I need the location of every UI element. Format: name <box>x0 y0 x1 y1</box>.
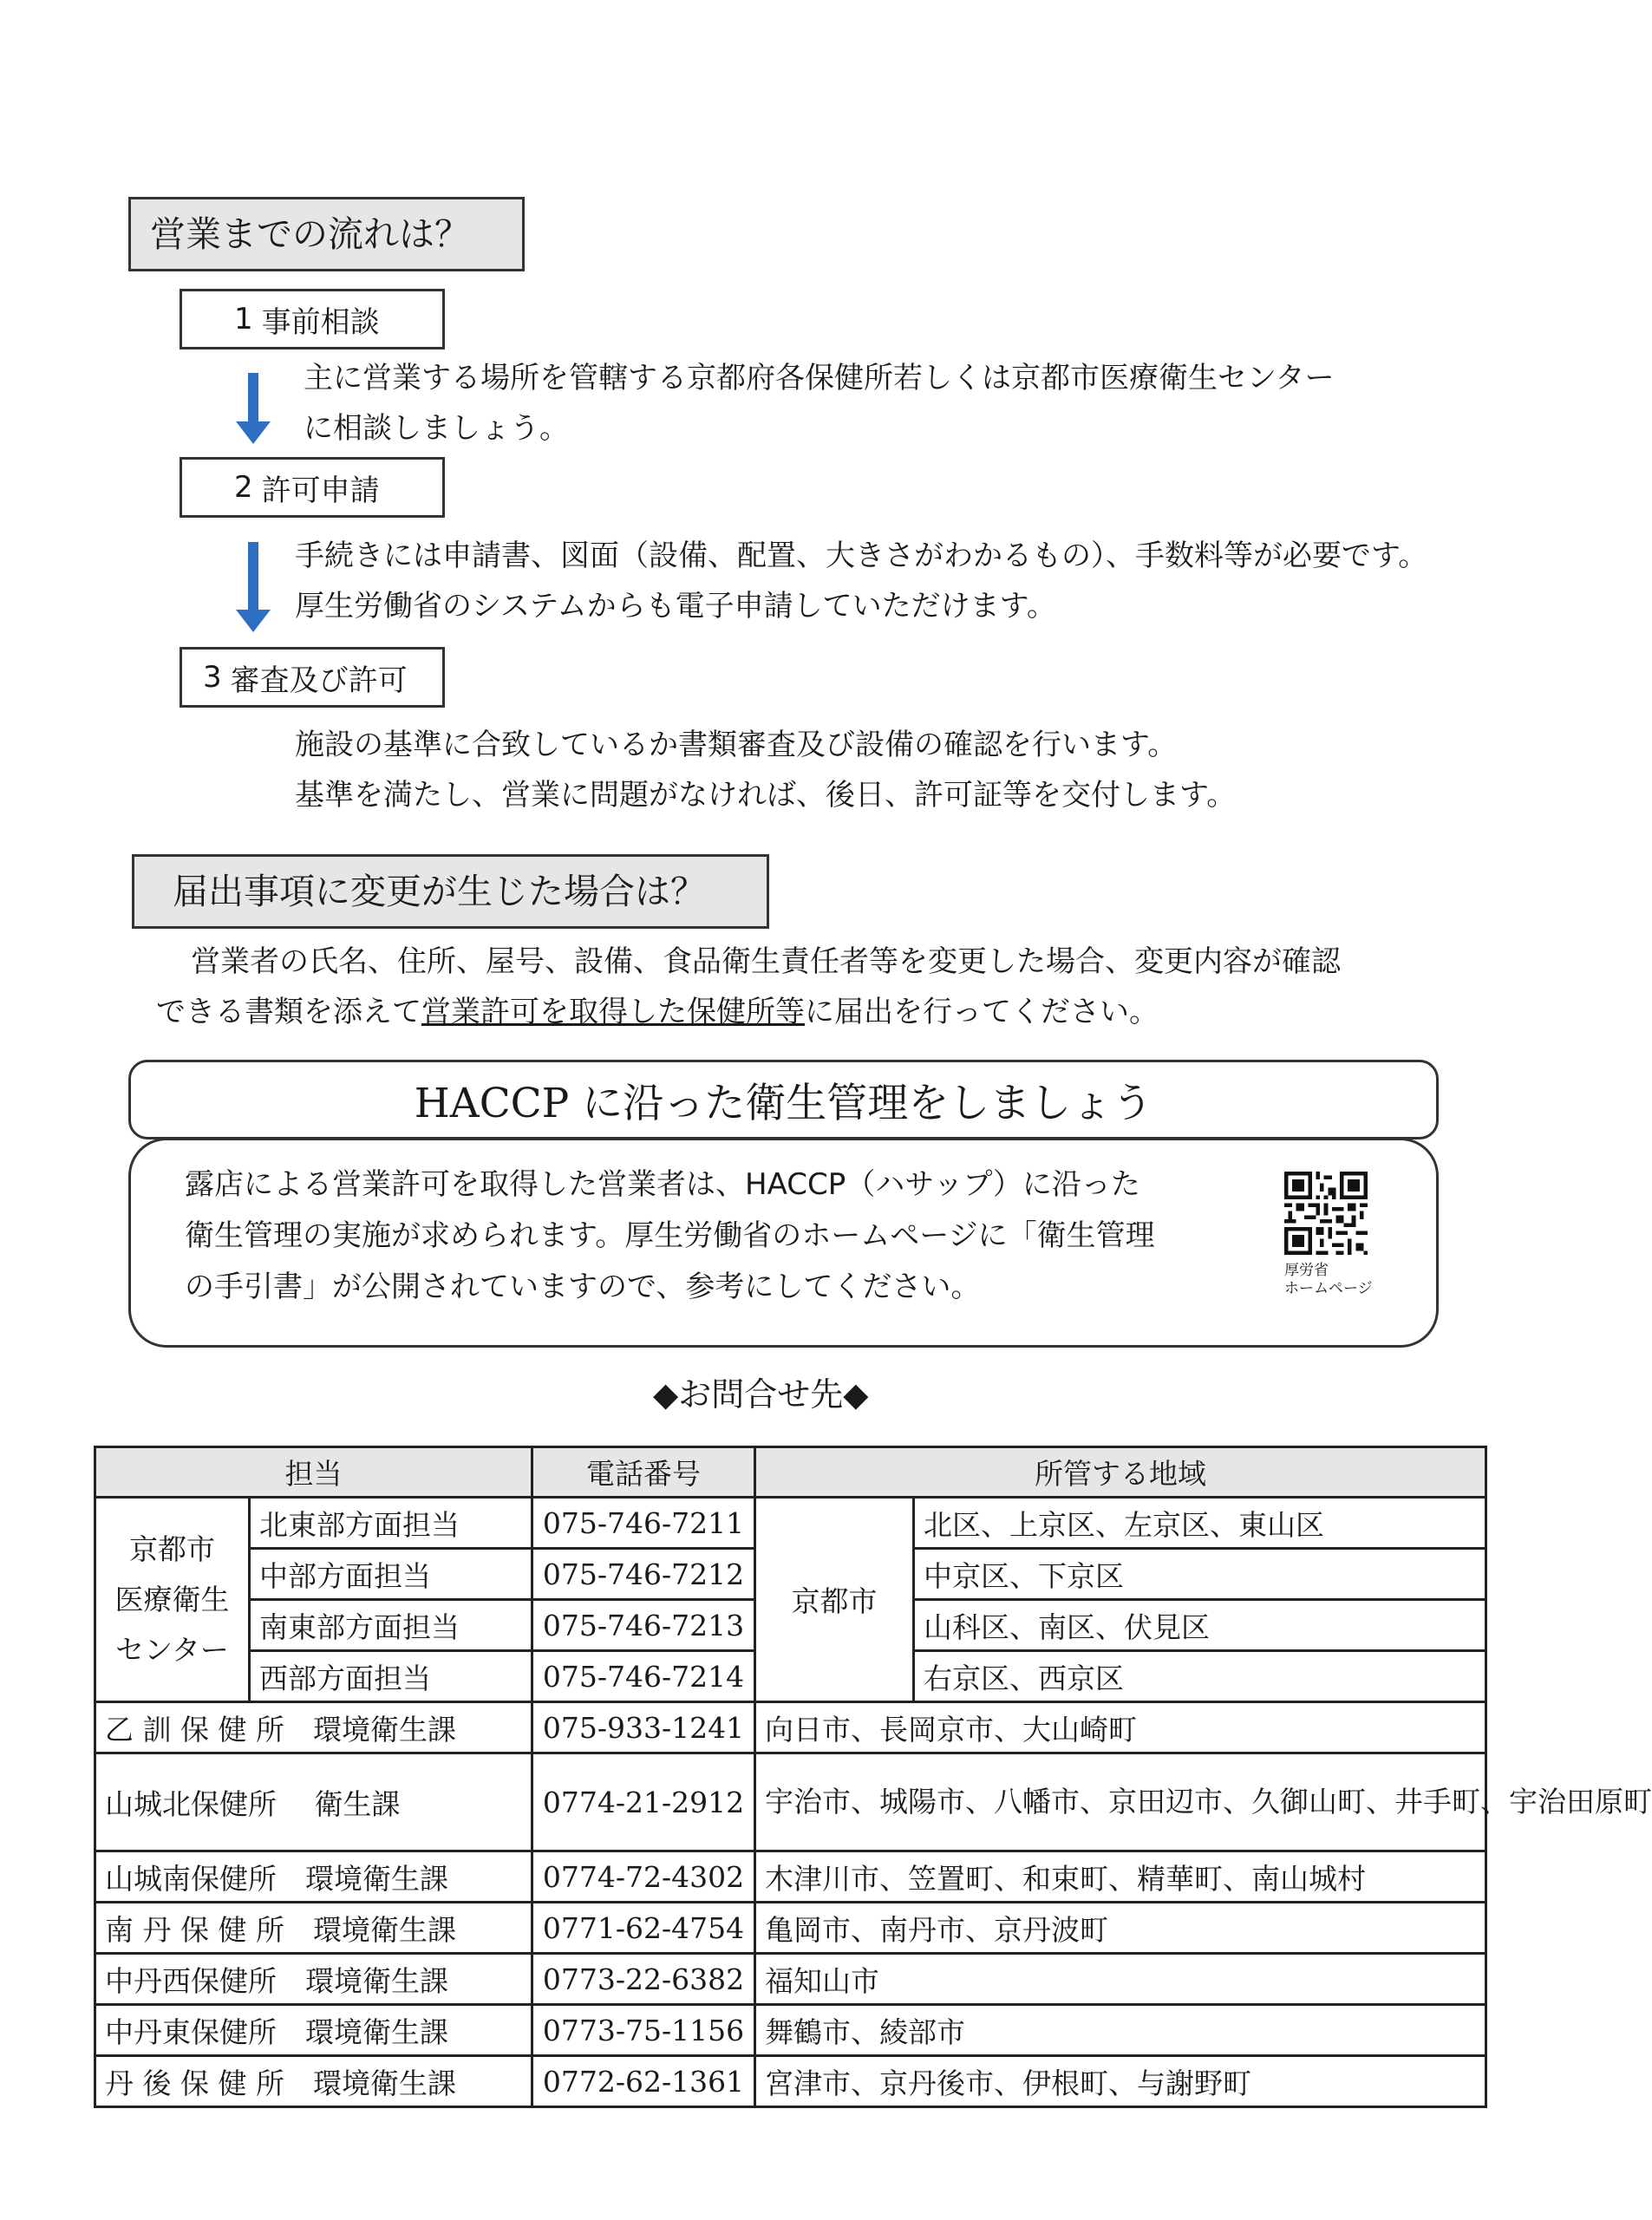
step-number: 1 <box>234 302 253 336</box>
change-section-title: 届出事項に変更が生じた場合は？ <box>132 854 769 929</box>
dept-cell: 南東部方面担当 <box>250 1600 532 1651</box>
table-row <box>95 2005 1486 2056</box>
area-cell: 亀岡市、南丹市、京丹波町 <box>755 1903 1486 1954</box>
phone-cell: 0772-62-1361 <box>532 2056 755 2107</box>
contact-table <box>94 1446 1652 2108</box>
step-1-description: 主に営業する場所を管轄する京都府各保健所若しくは京都市医療衛生センター に相談しましょう。 <box>304 361 1335 446</box>
step-1-box <box>180 289 445 349</box>
step-label: 審査及び許可 <box>230 663 408 698</box>
qr-code-icon[interactable] <box>1284 1172 1368 1255</box>
area-cell: 山科区、南区、伏見区 <box>914 1600 1486 1651</box>
dept-cell: 中部方面担当 <box>250 1549 532 1600</box>
area-cell: 宇治市、城陽市、八幡市、京田辺市、久御山町、井手町、宇治田原町 <box>755 1753 1486 1851</box>
step-2-description: 手続きには申請書、図面（設備、配置、大きさがわかるもの）、手数料等が必要です。 厚生労働省のシステムからも電子申請していただけます。 <box>295 539 1428 624</box>
phone-cell: 075-746-7214 <box>532 1651 755 1702</box>
header-phone: 電話番号 <box>532 1447 755 1498</box>
office-cell: 山城北保健所 衛生課 <box>95 1753 532 1851</box>
step-2-box <box>180 457 445 518</box>
phone-cell: 0771-62-4754 <box>532 1903 755 1954</box>
step-number: 2 <box>234 470 253 505</box>
header-office: 担当 <box>95 1447 532 1498</box>
change-paragraph: 営業者の氏名、住所、屋号、設備、食品衛生責任者等を変更した場合、変更内容が確認 できる書類を添えて営業許可を取得した保健所等に届出を行ってください。 <box>156 944 1341 1029</box>
area-cell: 宮津市、京丹後市、伊根町、与謝野町 <box>755 2056 1486 2107</box>
phone-cell: 075-746-7212 <box>532 1549 755 1600</box>
table-row <box>95 1954 1486 2005</box>
area-cell: 福知山市 <box>755 1954 1486 2005</box>
kyoto-city-cell: 京都市 <box>755 1498 914 1702</box>
haccp-title-box: HACCP に沿った衛生管理をしましょう <box>128 1060 1439 1139</box>
office-cell: 中丹東保健所 環境衛生課 <box>95 2005 532 2056</box>
phone-cell: 075-933-1241 <box>532 1702 755 1753</box>
table-row <box>95 1702 1486 1753</box>
area-cell: 舞鶴市、綾部市 <box>755 2005 1486 2056</box>
table-row <box>95 1851 1486 1903</box>
down-arrow-icon <box>236 542 271 632</box>
office-cell: 山城南保健所 環境衛生課 <box>95 1851 532 1903</box>
phone-cell: 0774-72-4302 <box>532 1851 755 1903</box>
step-3-description: 施設の基準に合致しているか書類審査及び設備の確認を行います。 基準を満たし、営業に問題がなければ、後日、許可証等を交付します。 <box>295 728 1237 813</box>
phone-cell: 0773-75-1156 <box>532 2005 755 2056</box>
area-cell: 木津川市、笠置町、和束町、精華町、南山城村 <box>755 1851 1486 1903</box>
dept-cell: 西部方面担当 <box>250 1651 532 1702</box>
office-cell: 丹 後 保 健 所 環境衛生課 <box>95 2056 532 2107</box>
qr-caption: 厚労省 ホームページ <box>1284 1262 1373 1297</box>
table-row <box>95 1498 1486 1549</box>
area-cell: 右京区、西京区 <box>914 1651 1486 1702</box>
office-cell: 乙 訓 保 健 所 環境衛生課 <box>95 1702 532 1753</box>
office-cell: 南 丹 保 健 所 環境衛生課 <box>95 1903 532 1954</box>
step-number: 3 <box>203 660 222 695</box>
phone-cell: 075-746-7211 <box>532 1498 755 1549</box>
permit-office-emphasis: 営業許可を取得した保健所等 <box>421 995 805 1029</box>
header-area: 所管する地域 <box>755 1447 1486 1498</box>
step-label: 許可申請 <box>261 473 380 508</box>
area-cell: 北区、上京区、左京区、東山区 <box>914 1498 1486 1549</box>
haccp-info-box <box>128 1138 1439 1348</box>
haccp-text: 露店による営業許可を取得した営業者は、HACCP（ハサップ）に沿った 衛生管理の実施が求められます。厚生労働省のホームページに「衛生管理 の手引書」が公開されていますので、参考にしてください。 <box>185 1167 1155 1304</box>
step-label: 事前相談 <box>261 304 380 340</box>
phone-cell: 075-746-7213 <box>532 1600 755 1651</box>
area-cell: 中京区、下京区 <box>914 1549 1486 1600</box>
contact-title: ◆お問合せ先◆ <box>653 1375 869 1414</box>
down-arrow-icon <box>236 373 271 444</box>
table-row <box>95 1903 1486 1954</box>
phone-cell: 0774-21-2912 <box>532 1753 755 1851</box>
step-3-box <box>180 647 445 708</box>
kyoto-center-name: 京都市 医療衛生 センター <box>95 1498 250 1702</box>
dept-cell: 北東部方面担当 <box>250 1498 532 1549</box>
area-cell: 向日市、長岡京市、大山崎町 <box>755 1702 1486 1753</box>
table-row <box>95 2056 1486 2107</box>
phone-cell: 0773-22-6382 <box>532 1954 755 2005</box>
flow-section-title: 営業までの流れは？ <box>128 197 525 271</box>
table-row <box>95 1753 1486 1851</box>
office-cell: 中丹西保健所 環境衛生課 <box>95 1954 532 2005</box>
table-header-row <box>95 1447 1486 1498</box>
